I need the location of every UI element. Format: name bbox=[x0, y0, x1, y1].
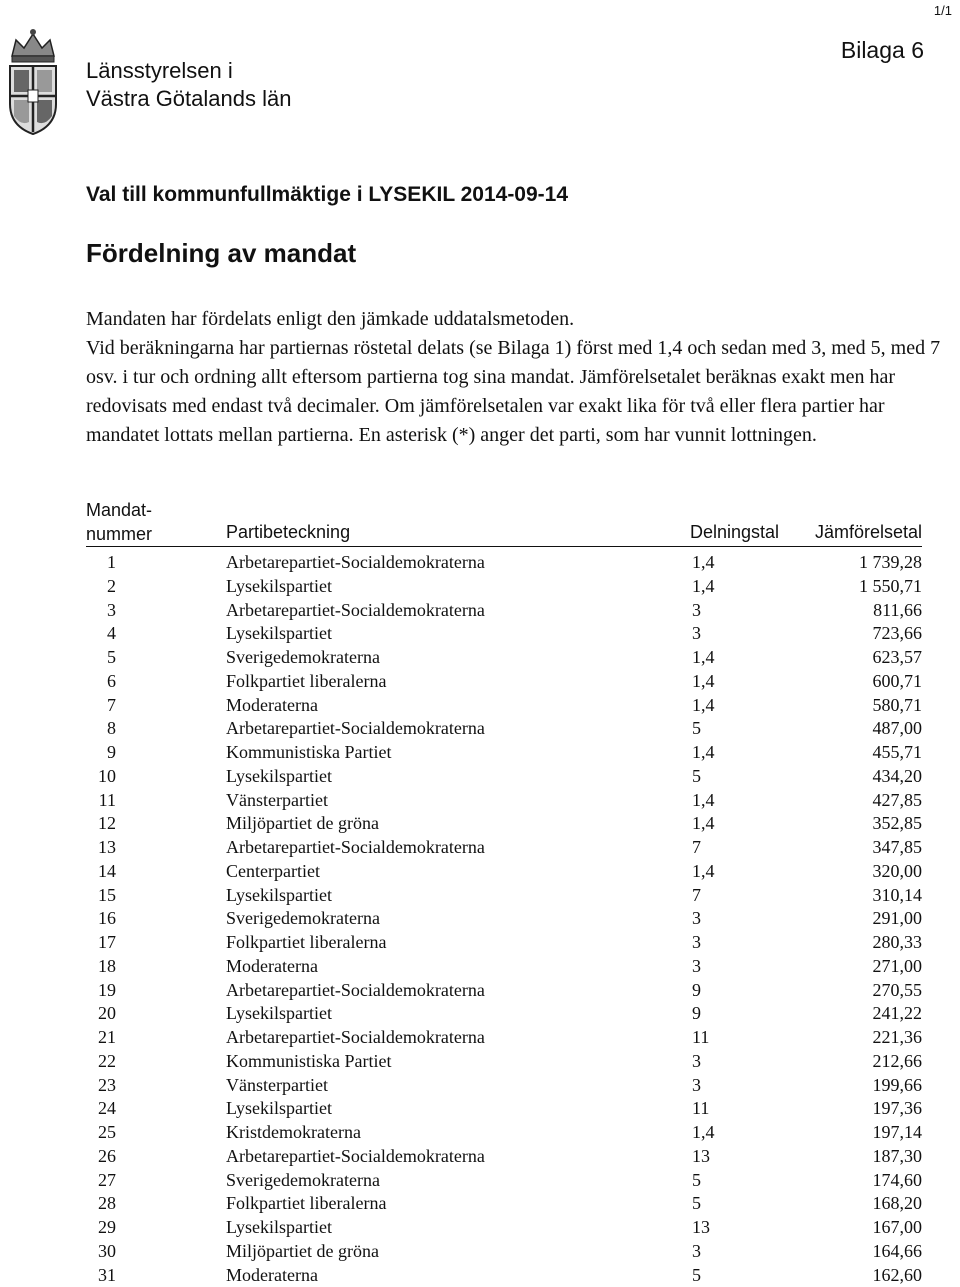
table-row bbox=[86, 741, 922, 765]
divisor: 1,4 bbox=[692, 812, 715, 836]
divisor: 11 bbox=[692, 1026, 709, 1050]
mandate-number: 20 bbox=[86, 1002, 116, 1026]
table-row bbox=[86, 1050, 922, 1074]
divisor: 3 bbox=[692, 1240, 701, 1264]
table-row bbox=[86, 717, 922, 741]
table-row bbox=[86, 1026, 922, 1050]
divisor: 3 bbox=[692, 955, 701, 979]
party-name: Moderaterna bbox=[226, 1264, 318, 1287]
table-row bbox=[86, 1264, 922, 1287]
divisor: 1,4 bbox=[692, 646, 715, 670]
table-row bbox=[86, 575, 922, 599]
party-name: Miljöpartiet de gröna bbox=[226, 1240, 379, 1264]
mandate-number: 24 bbox=[86, 1097, 116, 1121]
divisor: 3 bbox=[692, 599, 701, 623]
table-row bbox=[86, 1169, 922, 1193]
divisor: 1,4 bbox=[692, 741, 715, 765]
divisor: 5 bbox=[692, 1169, 701, 1193]
intro-line: Mandaten har fördelats enligt den jämkade uddatalsmetoden. bbox=[86, 305, 956, 334]
table-row bbox=[86, 836, 922, 860]
column-header-divisor: Delningstal bbox=[690, 522, 779, 543]
table-row bbox=[86, 694, 922, 718]
table-row bbox=[86, 812, 922, 836]
column-header-number-line1: Mandat- bbox=[86, 498, 152, 522]
comparison-value: 487,00 bbox=[873, 717, 923, 741]
comparison-value: 347,85 bbox=[873, 836, 923, 860]
comparison-value: 434,20 bbox=[873, 765, 923, 789]
table-row bbox=[86, 670, 922, 694]
comparison-value: 623,57 bbox=[873, 646, 923, 670]
comparison-value: 164,66 bbox=[873, 1240, 923, 1264]
mandate-number: 9 bbox=[86, 741, 116, 765]
divisor: 11 bbox=[692, 1097, 709, 1121]
divisor: 13 bbox=[692, 1216, 710, 1240]
mandate-number: 13 bbox=[86, 836, 116, 860]
table-row bbox=[86, 622, 922, 646]
mandate-table-body bbox=[86, 551, 922, 1287]
mandate-number: 10 bbox=[86, 765, 116, 789]
comparison-value: 811,66 bbox=[873, 599, 922, 623]
comparison-value: 580,71 bbox=[873, 694, 923, 718]
table-row bbox=[86, 1216, 922, 1240]
mandate-number: 6 bbox=[86, 670, 116, 694]
mandate-number: 7 bbox=[86, 694, 116, 718]
table-row bbox=[86, 1097, 922, 1121]
comparison-value: 212,66 bbox=[873, 1050, 923, 1074]
section-title: Fördelning av mandat bbox=[86, 238, 356, 269]
party-name: Folkpartiet liberalerna bbox=[226, 1192, 386, 1216]
mandate-number: 16 bbox=[86, 907, 116, 931]
party-name: Lysekilspartiet bbox=[226, 622, 332, 646]
party-name: Lysekilspartiet bbox=[226, 1216, 332, 1240]
divisor: 5 bbox=[692, 1264, 701, 1287]
table-row bbox=[86, 1240, 922, 1264]
mandate-number: 18 bbox=[86, 955, 116, 979]
table-row bbox=[86, 1121, 922, 1145]
table-row bbox=[86, 1192, 922, 1216]
divisor: 5 bbox=[692, 765, 701, 789]
divisor: 7 bbox=[692, 884, 701, 908]
party-name: Lysekilspartiet bbox=[226, 884, 332, 908]
comparison-value: 723,66 bbox=[873, 622, 923, 646]
document-title: Val till kommunfullmäktige i LYSEKIL 2014-09-14 bbox=[86, 183, 568, 207]
comparison-value: 320,00 bbox=[873, 860, 923, 884]
comparison-value: 455,71 bbox=[873, 741, 923, 765]
divisor: 1,4 bbox=[692, 789, 715, 813]
mandate-number: 31 bbox=[86, 1264, 116, 1287]
comparison-value: 221,36 bbox=[873, 1026, 923, 1050]
comparison-value: 1 550,71 bbox=[859, 575, 922, 599]
divisor: 3 bbox=[692, 622, 701, 646]
mandate-number: 27 bbox=[86, 1169, 116, 1193]
divisor: 1,4 bbox=[692, 1121, 715, 1145]
table-row bbox=[86, 1145, 922, 1169]
party-name: Folkpartiet liberalerna bbox=[226, 931, 386, 955]
divisor: 3 bbox=[692, 931, 701, 955]
table-row bbox=[86, 551, 922, 575]
coat-of-arms-icon bbox=[4, 26, 62, 136]
divisor: 5 bbox=[692, 1192, 701, 1216]
mandate-number: 3 bbox=[86, 599, 116, 623]
divisor: 3 bbox=[692, 1050, 701, 1074]
divisor: 13 bbox=[692, 1145, 710, 1169]
table-row bbox=[86, 1074, 922, 1098]
party-name: Folkpartiet liberalerna bbox=[226, 670, 386, 694]
table-row bbox=[86, 907, 922, 931]
party-name: Arbetarepartiet-Socialdemokraterna bbox=[226, 979, 485, 1003]
column-header-comparison: Jämförelsetal bbox=[815, 522, 922, 543]
party-name: Arbetarepartiet-Socialdemokraterna bbox=[226, 836, 485, 860]
divisor: 3 bbox=[692, 1074, 701, 1098]
mandate-number: 17 bbox=[86, 931, 116, 955]
party-name: Sverigedemokraterna bbox=[226, 646, 380, 670]
party-name: Arbetarepartiet-Socialdemokraterna bbox=[226, 551, 485, 575]
divisor: 5 bbox=[692, 717, 701, 741]
table-header bbox=[86, 496, 922, 547]
party-name: Kristdemokraterna bbox=[226, 1121, 361, 1145]
appendix-label: Bilaga 6 bbox=[841, 37, 924, 64]
table-row bbox=[86, 599, 922, 623]
divisor: 9 bbox=[692, 1002, 701, 1026]
party-name: Vänsterpartiet bbox=[226, 1074, 328, 1098]
mandate-number: 19 bbox=[86, 979, 116, 1003]
party-name: Lysekilspartiet bbox=[226, 1097, 332, 1121]
mandate-number: 25 bbox=[86, 1121, 116, 1145]
table-row bbox=[86, 884, 922, 908]
mandate-number: 26 bbox=[86, 1145, 116, 1169]
comparison-value: 187,30 bbox=[873, 1145, 923, 1169]
mandate-number: 8 bbox=[86, 717, 116, 741]
table-row bbox=[86, 931, 922, 955]
table-row bbox=[86, 1002, 922, 1026]
comparison-value: 1 739,28 bbox=[859, 551, 922, 575]
divisor: 9 bbox=[692, 979, 701, 1003]
org-line-1: Länsstyrelsen i bbox=[86, 57, 291, 85]
party-name: Kommunistiska Partiet bbox=[226, 741, 392, 765]
mandate-number: 5 bbox=[86, 646, 116, 670]
intro-text bbox=[86, 305, 956, 450]
comparison-value: 352,85 bbox=[873, 812, 923, 836]
intro-paragraph: Vid beräkningarna har partiernas röstetal delats (se Bilaga 1) först med 1,4 och sedan med 3, med 5, med 7 osv. i tur och ordning allt eftersom partierna tog sina mandat. Jämförelsetalet beräknas exakt men har redovisats med endast två decimaler. Om jämförelsetalen var exakt lika för två eller flera partier har mandatet lottats mellan partierna. En asterisk (*) anger det parti, som har vunnit lottningen. bbox=[86, 334, 956, 450]
comparison-value: 427,85 bbox=[873, 789, 923, 813]
mandate-number: 14 bbox=[86, 860, 116, 884]
mandate-number: 2 bbox=[86, 575, 116, 599]
divisor: 3 bbox=[692, 907, 701, 931]
divisor: 1,4 bbox=[692, 694, 715, 718]
comparison-value: 167,00 bbox=[873, 1216, 923, 1240]
divisor: 7 bbox=[692, 836, 701, 860]
table-row bbox=[86, 955, 922, 979]
org-line-2: Västra Götalands län bbox=[86, 85, 291, 113]
mandate-number: 11 bbox=[86, 789, 116, 813]
comparison-value: 162,60 bbox=[873, 1264, 923, 1287]
mandate-number: 28 bbox=[86, 1192, 116, 1216]
mandate-number: 15 bbox=[86, 884, 116, 908]
page-number: 1/1 bbox=[934, 3, 952, 18]
party-name: Moderaterna bbox=[226, 955, 318, 979]
mandate-number: 23 bbox=[86, 1074, 116, 1098]
column-header-party: Partibeteckning bbox=[226, 522, 350, 543]
table-row bbox=[86, 646, 922, 670]
organization-name bbox=[86, 57, 291, 113]
party-name: Sverigedemokraterna bbox=[226, 907, 380, 931]
table-row bbox=[86, 860, 922, 884]
table-row bbox=[86, 789, 922, 813]
comparison-value: 199,66 bbox=[873, 1074, 923, 1098]
mandate-number: 21 bbox=[86, 1026, 116, 1050]
party-name: Arbetarepartiet-Socialdemokraterna bbox=[226, 1026, 485, 1050]
mandate-number: 1 bbox=[86, 551, 116, 575]
party-name: Arbetarepartiet-Socialdemokraterna bbox=[226, 1145, 485, 1169]
table-row bbox=[86, 979, 922, 1003]
comparison-value: 197,14 bbox=[873, 1121, 923, 1145]
divisor: 1,4 bbox=[692, 575, 715, 599]
comparison-value: 280,33 bbox=[873, 931, 923, 955]
mandate-number: 29 bbox=[86, 1216, 116, 1240]
comparison-value: 270,55 bbox=[873, 979, 923, 1003]
mandate-number: 12 bbox=[86, 812, 116, 836]
mandate-number: 4 bbox=[86, 622, 116, 646]
comparison-value: 197,36 bbox=[873, 1097, 923, 1121]
party-name: Sverigedemokraterna bbox=[226, 1169, 380, 1193]
comparison-value: 600,71 bbox=[873, 670, 923, 694]
comparison-value: 241,22 bbox=[873, 1002, 923, 1026]
party-name: Lysekilspartiet bbox=[226, 575, 332, 599]
party-name: Centerpartiet bbox=[226, 860, 320, 884]
column-header-number bbox=[86, 498, 152, 546]
party-name: Moderaterna bbox=[226, 694, 318, 718]
comparison-value: 174,60 bbox=[873, 1169, 923, 1193]
mandate-number: 22 bbox=[86, 1050, 116, 1074]
party-name: Kommunistiska Partiet bbox=[226, 1050, 392, 1074]
comparison-value: 168,20 bbox=[873, 1192, 923, 1216]
column-header-number-line2: nummer bbox=[86, 522, 152, 546]
comparison-value: 291,00 bbox=[873, 907, 923, 931]
comparison-value: 271,00 bbox=[873, 955, 923, 979]
mandate-number: 30 bbox=[86, 1240, 116, 1264]
party-name: Miljöpartiet de gröna bbox=[226, 812, 379, 836]
party-name: Arbetarepartiet-Socialdemokraterna bbox=[226, 599, 485, 623]
divisor: 1,4 bbox=[692, 670, 715, 694]
divisor: 1,4 bbox=[692, 551, 715, 575]
party-name: Lysekilspartiet bbox=[226, 765, 332, 789]
table-row bbox=[86, 765, 922, 789]
divisor: 1,4 bbox=[692, 860, 715, 884]
party-name: Lysekilspartiet bbox=[226, 1002, 332, 1026]
comparison-value: 310,14 bbox=[873, 884, 923, 908]
party-name: Vänsterpartiet bbox=[226, 789, 328, 813]
party-name: Arbetarepartiet-Socialdemokraterna bbox=[226, 717, 485, 741]
